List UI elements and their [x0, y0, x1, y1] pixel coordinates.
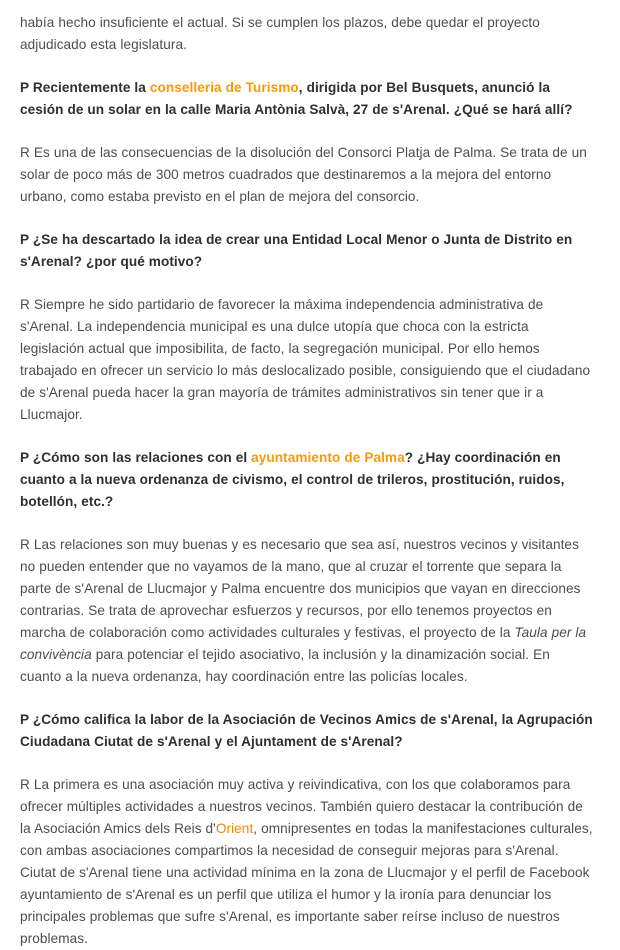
text-run: P Recientemente la — [20, 80, 150, 95]
inline-link[interactable]: ayuntamiento de Palma — [251, 450, 405, 465]
text-run: ? ¿Hay coordinación en cuanto a la nueva ordenanza de civismo, el control de trileros, prostitución, ruidos, botellón, etc.? — [20, 450, 565, 509]
interview-question — [20, 229, 594, 273]
text-run: P ¿Se ha descartado la idea de crear una Entidad Local Menor o Junta de Distrito en s'Arenal? ¿por qué motivo? — [20, 232, 573, 269]
interview-question — [20, 77, 594, 121]
italic-title: Taula per la convivència — [20, 625, 587, 662]
text-run: , omnipresentes en todas la manifestaciones culturales, con ambas asociaciones compartimos la necesidad de conseguir mejoras para s'Arenal. Ciutat de s'Arenal tiene una actividad mínima en la zona de Llucmajor y el perfil de Facebook ayuntamiento de s'Arenal es un perfil que utiliza el humor y la ironía para denunciar los principales problemas que sufre s'Arenal, es importante saber reírse incluso de nuestros problemas. — [20, 821, 593, 946]
interview-question — [20, 447, 594, 513]
text-run: P ¿Cómo son las relaciones con el — [20, 450, 252, 465]
text-run: R Siempre he sido partidario de favorecer la máxima independencia administrativa de s'Arenal. La independencia municipal es una dulce utopía que choca con la estricta legislación actual que imposibilita, de facto, la segregación municipal. Por ello hemos trabajado en ofrecer un servicio lo más deslocalizado posible, consiguiendo que el ciudadano de s'Arenal pueda hacer la gran mayoría de trámites administrativos sin tener que ir a Llucmajor. — [20, 297, 591, 422]
interview-answer — [20, 534, 594, 688]
interview-answer — [20, 294, 594, 426]
text-run: R Es una de las consecuencias de la disolución del Consorci Platja de Palma. Se trata de un solar de poco más de 300 metros cuadrados que destinaremos a la mejora del entorno urbano, como estaba previsto en el plan de mejora del consorcio. — [20, 145, 587, 204]
text-run: P ¿Cómo califica la labor de la Asociación de Vecinos Amics de s'Arenal, la Agrupación Ciudadana Ciutat de s'Arenal y el Ajuntament de s'Arenal? — [20, 712, 593, 749]
interview-answer — [20, 142, 594, 208]
text-run: , dirigida por Bel Busquets, anunció la cesión de un solar en la calle Maria Antònia Salvà, 27 de s'Arenal. ¿Qué se hará allí? — [20, 80, 573, 117]
inline-link[interactable]: Orient — [215, 821, 254, 836]
inline-link[interactable]: conselleria de Turismo — [149, 80, 299, 95]
interview-answer — [20, 774, 594, 950]
text-run: R La primera es una asociación muy activa y reivindicativa, con los que colaboramos para ofrecer múltiples actividades a nuestros vecinos. También quiero destacar la contribución de la Asociación Amics dels Reis d' — [20, 777, 583, 836]
interview-answer — [20, 12, 594, 56]
text-run: había hecho insuficiente el actual. Si se cumplen los plazos, debe quedar el proyecto adjudicado esta legislatura. — [20, 15, 540, 52]
text-run: R Las relaciones son muy buenas y es necesario que sea así, nuestros vecinos y visitantes no pueden entender que no vayamos de la mano, que al cruzar el torrente que separa la parte de s'Arenal de Llucmajor y Palma encuentre dos municipios que vayan en direcciones contrarias. Se trata de aprovechar esfuerzos y recursos, por ello tenemos proyectos en marcha de colaboración como actividades culturales y festivas, el proyecto de la — [20, 537, 581, 640]
text-run: para potenciar el tejido asociativo, la inclusión y la dinamización social. En cuanto a la nueva ordenanza, hay coordinación entre las policías locales. — [20, 647, 550, 684]
interview-question — [20, 709, 594, 753]
